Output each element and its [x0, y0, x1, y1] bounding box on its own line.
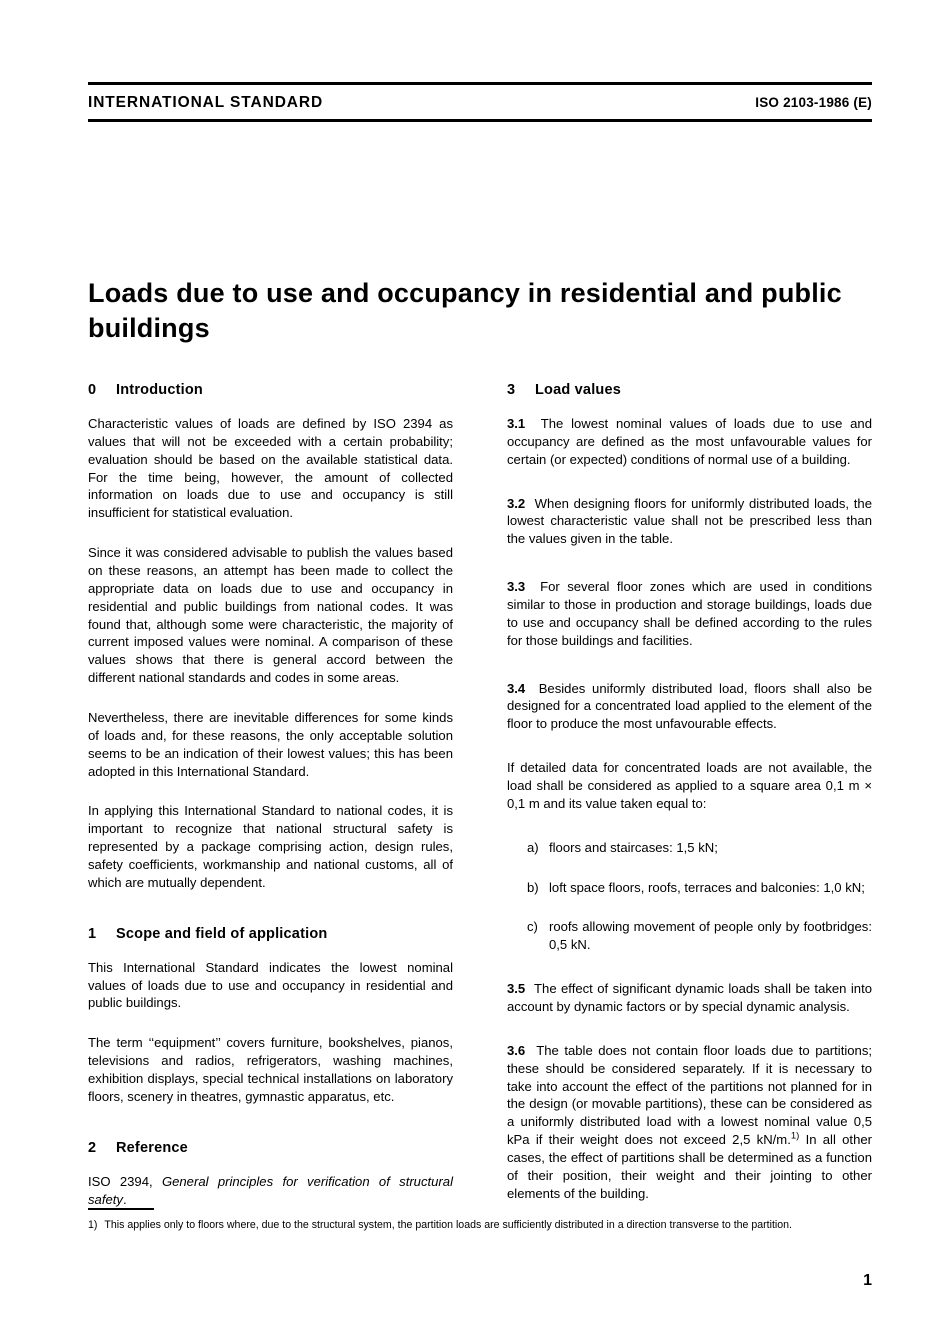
clause-number-3-1: 3.1 [507, 416, 526, 431]
section-number-0: 0 [88, 382, 97, 398]
scope-paragraph-1: This International Standard indicates the lowest nominal values of loads due to use and occupancy in residential and public buildings. [88, 959, 453, 1011]
header-row [88, 85, 872, 119]
list-text-c: roofs allowing movement of people only by footbridges: 0,5 kN. [549, 919, 872, 953]
clause-text-3-3: For several floor zones which are used in conditions similar to those in production and storage buildings, loads due to use and occupancy shall be defined according to the rules for those buildings and facilities. [507, 579, 872, 648]
intro-paragraph-3: Nevertheless, there are inevitable differences for some kinds of loads and, for these reasons, the only acceptable solution seems to be an indication of their lowest values; this has been adopted in this International Standard. [88, 710, 453, 779]
clause-number-3-5: 3.5 [507, 981, 526, 997]
footnote-body: This applies only to floors where, due to the structural system, the partition loads are sufficiently distributed in a direction transverse to the partition. [104, 1218, 792, 1231]
page-number: 1 [863, 1272, 872, 1289]
footnote-block [88, 1208, 872, 1233]
section-title-3: Load values [535, 382, 622, 398]
reference-title: General principles for verification of structural safety [88, 1173, 453, 1207]
list-marker-b: b) [527, 879, 539, 895]
list-text-b: loft space floors, roofs, terraces and balconies: 1,0 kN; [549, 879, 865, 895]
intro-paragraph-4: In applying this International Standard to national codes, it is important to recognize that national structural safety is represented by a package comprising action, design rules, safety coefficients, workmanship and national customs, all of which are mutually dependent. [88, 803, 453, 890]
clause-3-5 [507, 980, 872, 1016]
concentrated-load-list [507, 839, 872, 954]
clause-3-4 [507, 680, 872, 734]
standard-type-label: INTERNATIONAL STANDARD [88, 94, 324, 111]
section-heading-introduction [88, 382, 453, 398]
list-marker-c: c) [527, 919, 538, 935]
right-column [507, 382, 872, 1224]
clause-text-3-4: Besides uniformly distributed load, floors shall also be designed for a concentrated load applied to the element of the floor to produce the most unfavourable effects. [507, 680, 872, 732]
section-title-1: Scope and field of application [116, 925, 328, 942]
reference-entry [88, 1173, 453, 1209]
footnote-reference-1: 1) [790, 1130, 800, 1142]
clause-number-3-6: 3.6 [507, 1042, 526, 1058]
intro-paragraph-1: Characteristic values of loads are defined by ISO 2394 as values that will not be exceeded with a certain probability; evaluation should be based on the available statistical data. For the time being, however, the amount of collected information on loads due to use and occupancy is still insufficient for statistical evaluation. [88, 416, 453, 521]
section-heading-scope [88, 926, 453, 942]
concentrated-load-intro: If detailed data for concentrated loads are not available, the load shall be considered as applied to a square area 0,1 m × 0,1 m and its value taken equal to: [507, 760, 872, 811]
list-item-b [507, 879, 872, 897]
section-heading-load-values [507, 382, 872, 398]
page-header [88, 82, 872, 122]
list-text-a: floors and staircases: 1,5 kN; [549, 839, 718, 855]
clause-3-1 [507, 415, 872, 469]
reference-period: . [122, 1191, 127, 1207]
standard-number-label: ISO 2103-1986 (E) [755, 95, 872, 110]
clause-text-3-6-before: The table does not contain floor loads due to partitions; these should be considered separately. If it is necessary to take into account the effect of the partitions not planned for in the design (or movable partitions), these can be considered as a uniformly distributed load with a lowest nominal value 0,5 kPa if their weight does not exceed 2,5 kN/m. [507, 1042, 872, 1148]
section-title-2: Reference [116, 1139, 188, 1156]
section-number-1: 1 [88, 925, 97, 942]
clause-3-2 [507, 495, 872, 549]
reference-code: ISO 2394, [88, 1173, 162, 1189]
left-column [88, 382, 453, 1224]
list-item-c [507, 918, 872, 954]
clause-text-3-2: When designing floors for uniformly distributed loads, the lowest characteristic value shall not be prescribed less than the values given in the table. [507, 495, 873, 547]
clause-3-6 [507, 1042, 872, 1203]
header-rule-bottom [88, 119, 872, 122]
clause-number-3-4: 3.4 [507, 680, 526, 696]
section-number-3: 3 [507, 382, 516, 398]
clause-number-3-3: 3.3 [507, 579, 526, 595]
list-marker-a: a) [527, 839, 539, 855]
footnote-marker: 1) [88, 1218, 98, 1231]
list-item-a [507, 839, 872, 857]
clause-text-3-6-after: In all other cases, the effect of partitions shall be determined as a function of their position, their weight and their jointing to other elements of the building. [507, 1132, 872, 1201]
section-title-0: Introduction [116, 382, 203, 398]
section-number-2: 2 [88, 1139, 97, 1156]
footnote-separator-rule [88, 1208, 154, 1210]
clause-text-3-1: The lowest nominal values of loads due to use and occupancy are defined as the most unfavourable values for certain (or expected) conditions of normal use of a building. [507, 416, 872, 467]
body-columns [88, 382, 872, 1224]
intro-paragraph-2: Since it was considered advisable to publish the values based on these reasons, an attempt has been made to collect the appropriate data on loads due to use and occupancy in residential and public buildings from national codes. It was found that, although some were characteristic, the majority of current imposed values were nominal. A comparison of these values shows that there is general accord between the different national standards and codes in some areas. [88, 545, 453, 686]
footnote-1 [88, 1218, 872, 1233]
section-heading-reference [88, 1140, 453, 1156]
clause-3-3 [507, 578, 872, 649]
clause-number-3-2: 3.2 [507, 495, 526, 511]
scope-paragraph-2: The term ‘‘equipment’’ covers furniture, bookshelves, pianos, televisions and radios, refrigerators, washing machines, exhibition displays, special technical installations on laboratory floors, scenery in theatres, gymnastic apparatus, etc. [88, 1035, 453, 1104]
clause-text-3-5: The effect of significant dynamic loads shall be taken into account by dynamic factors or by special dynamic analysis. [507, 981, 872, 1015]
page-title: Loads due to use and occupancy in residential and public buildings [88, 278, 842, 343]
